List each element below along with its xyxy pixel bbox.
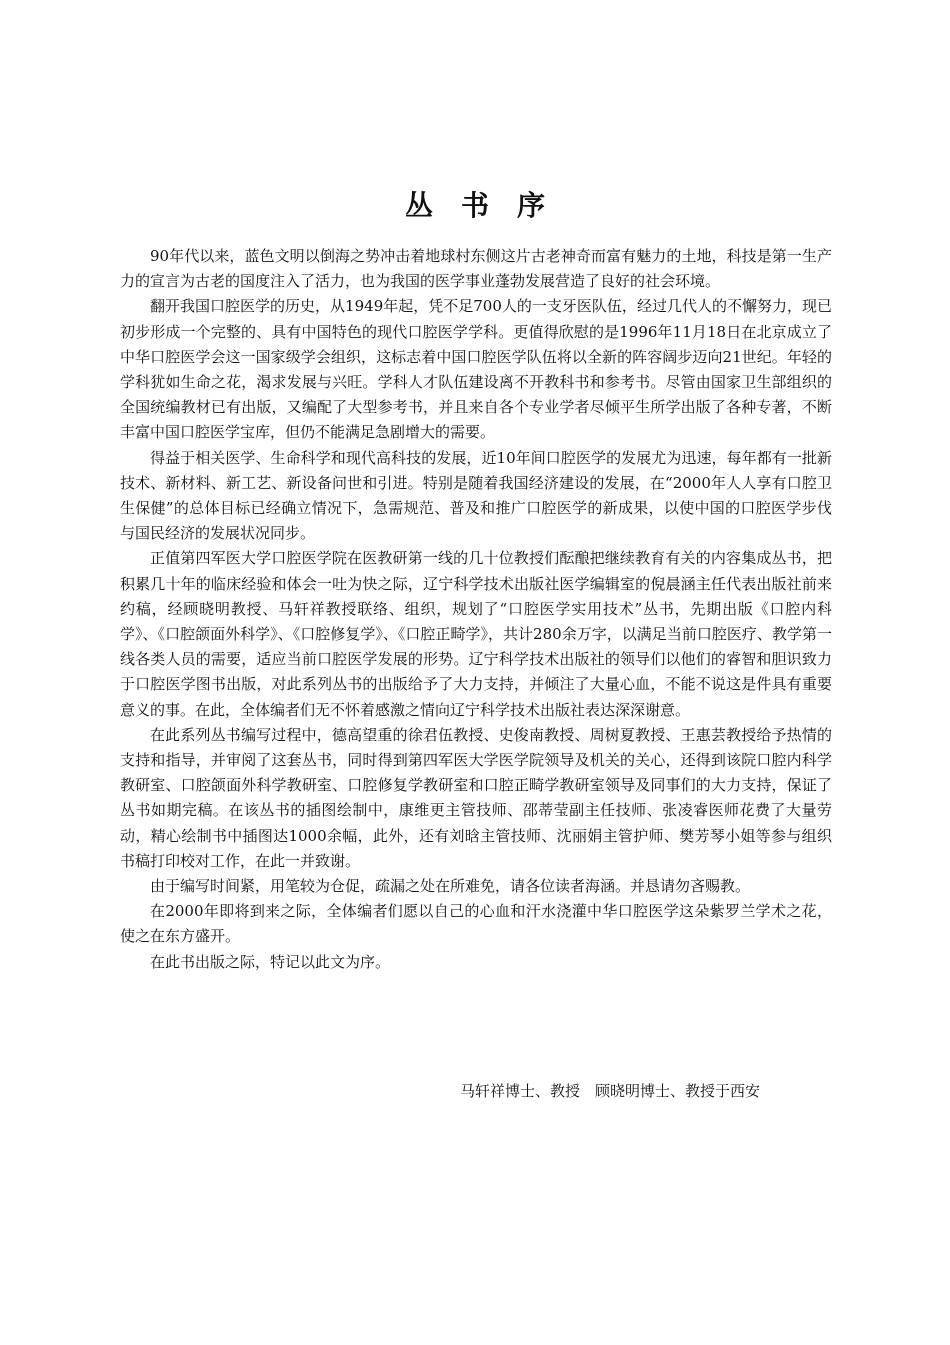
- paragraph-5: 在此系列丛书编写过程中，德高望重的徐君伍教授、史俊南教授、周树夏教授、王惠芸教授给予热情的支持和指导，并审阅了这套丛书，同时得到第四军医大学医学院领导及机关的关心，还得到该院口腔内科学教研室、口腔颌面外科学教研室、口腔修复学教研室和口腔正畸学教研室领导及同事们的大力支持，保证了丛书如期完稿。在该丛书的插图绘制中，康维更主管技师、邵蒂莹副主任技师、张凌睿医师花费了大量劳动，精心绘制书中插图达1000余幅，此外，还有刘晗主管技师、沈丽娟主管护师、樊芳琴小姐等参与组织书稿打印校对工作，在此一并致谢。: [120, 725, 832, 870]
- paragraph-4: 正值第四军医大学口腔医学院在医教研第一线的几十位教授们酝酿把继续教育有关的内容集成丛书，把积累几十年的临床经验和体会一吐为快之际，辽宁科学技术出版社医学编辑室的倪晨涵主任代表出版社前来约稿，经顾晓明教授、马轩祥教授联络、组织，规划了“口腔医学实用技术”丛书，先期出版《口腔内科学》、《口腔颌面外科学》、《口腔修复学》、《口腔正畸学》，共计280余万字，以满足当前口腔医疗、教学第一线各类人员的需要，适应当前口腔医学发展的形势。辽宁科学技术出版社的领导们以他们的睿智和胆识致力于口腔医学图书出版，对此系列丛书的出版给予了大力支持，并倾注了大量心血，不能不说这是件具有重要意义的事。在此，全体编者们无不怀着感激之情向辽宁科学技术出版社表达深深谢意。: [120, 549, 832, 719]
- paragraph-2: 翻开我国口腔医学的历史，从1949年起，凭不足700人的一支牙医队伍，经过几代人的不懈努力，现已初步形成一个完整的、具有中国特色的现代口腔医学学科。更值得欣慰的是1996年11月18日在北京成立了中华口腔医学会这一国家级学会组织，这标志着中国口腔医学队伍将以全新的阵容阔步迈向21世纪。年轻的学科犹如生命之花，渴求发展与兴旺。学科人才队伍建设离不开教科书和参考书。尽管由国家卫生部组织的全国统编教材已有出版，又编配了大型参考书，并且来自各个专业学者尽倾平生所学出版了各种专著，不断丰富中国口腔医学宝库，但仍不能满足急剧增大的需要。: [120, 297, 832, 442]
- page-title: 丛书序: [404, 189, 573, 222]
- paragraph-6: 由于编写时间紧，用笔较为仓促，疏漏之处在所难免，请各位读者海涵。并恳请勿吝赐教。: [150, 877, 751, 896]
- paragraph-8: 在此书出版之际，特记以此文为序。: [150, 952, 391, 971]
- author-signature: 马轩祥博士、教授 顾晓明博士、教授于西安: [459, 1082, 760, 1100]
- paragraph-3: 得益于相关医学、生命科学和现代高科技的发展，近10年间口腔医学的发展尤为迅速，每年都有一批新技术、新材料、新工艺、新设备问世和引进。特别是随着我国经济建设的发展，在“2000年人人享有口腔卫生保健”的总体目标已经确立情况下，急需规范、普及和推广口腔医学的新成果，以使中国的口腔医学步伐与国民经济的发展状况同步。: [120, 448, 832, 543]
- paragraph-1: 90年代以来，蓝色文明以倒海之势冲击着地球村东侧这片古老神奇而富有魅力的土地，科技是第一生产力的宣言为古老的国度注入了活力，也为我国的医学事业蓬勃发展营造了良好的社会环境。: [120, 247, 832, 291]
- paragraph-7: 在2000年即将到来之际，全体编者们愿以自己的心血和汗水浇灌中华口腔医学这朵紫罗兰学术之花，使之在东方盛开。: [120, 902, 832, 946]
- preface-body: [120, 244, 832, 975]
